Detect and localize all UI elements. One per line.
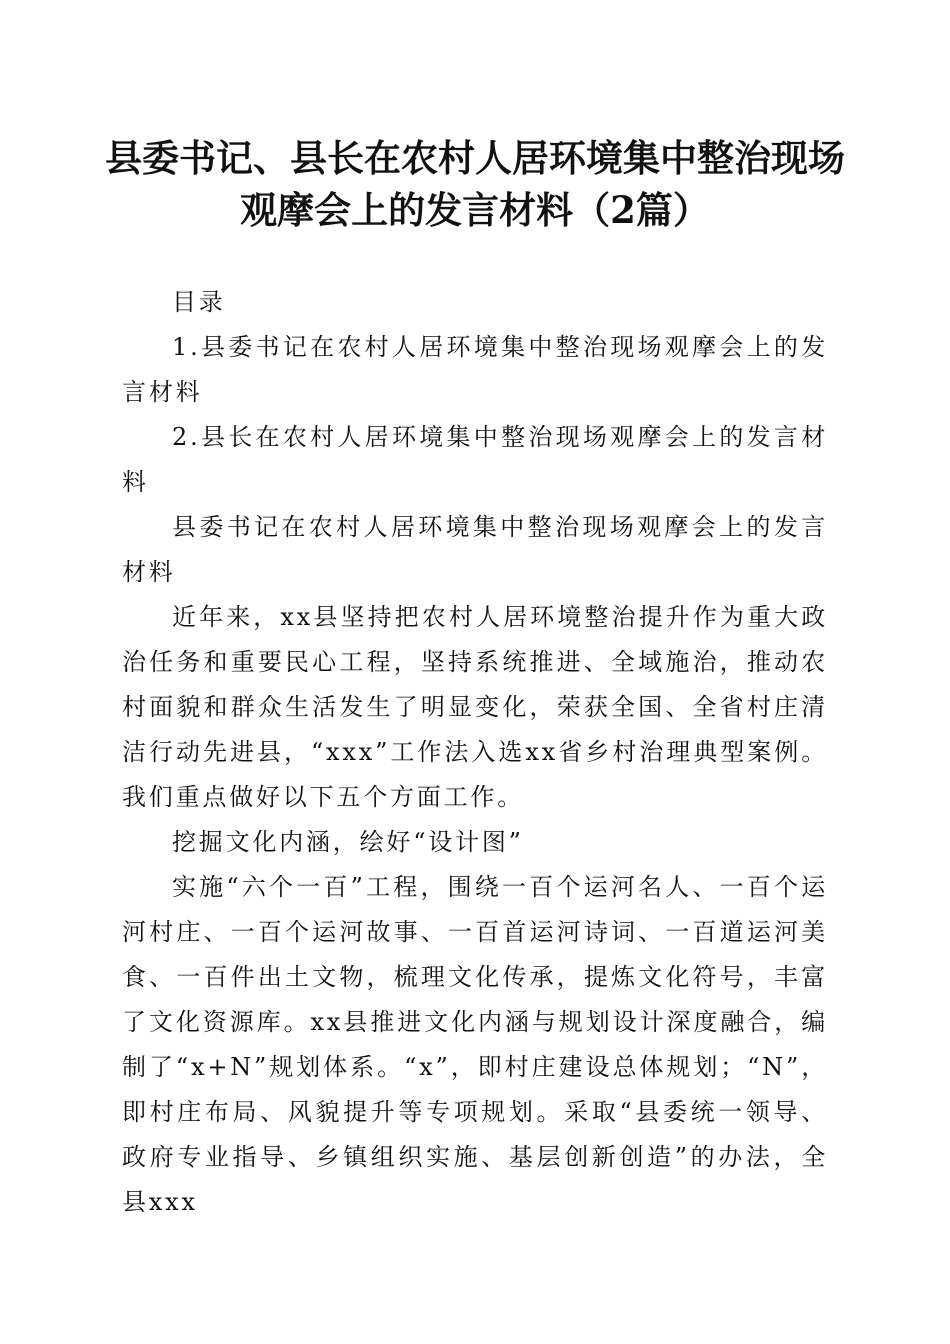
title-line-2: 观摩会上的发言材料（2篇） (240, 188, 710, 232)
subheading-culture: 挖掘文化内涵，绘好“设计图” (172, 828, 524, 856)
section-title: 县委书记在农村人居环境集中整治现场观摩会上的发言材料 (122, 513, 828, 586)
title-line-1: 县委书记、县长在农村人居环境集中整治现场 (105, 136, 845, 180)
document-title (80, 132, 870, 236)
document-body (122, 280, 828, 1225)
toc-item-2: 2.县长在农村人居环境集中整治现场观摩会上的发言材料 (122, 423, 828, 496)
paragraph-intro: 近年来，xx县坚持把农村人居环境整治提升作为重大政治任务和重要民心工程，坚持系统推进、全域施治，推动农村面貌和群众生活发生了明显变化，荣获全国、全省村庄清洁行动先进县，“xxx”工作法入选xx省乡村治理典型案例。我们重点做好以下五个方面工作。 (122, 603, 828, 811)
paragraph-culture: 实施“六个一百”工程，围绕一百个运河名人、一百个运河村庄、一百个运河故事、一百首运河诗词、一百道运河美食、一百件出土文物，梳理文化传承，提炼文化符号，丰富了文化资源库。xx县推进文化内涵与规划设计深度融合，编制了“x+N”规划体系。“x”，即村庄建设总体规划；“N”，即村庄布局、风貌提升等专项规划。采取“县委统一领导、政府专业指导、乡镇组织实施、基层创新创造”的办法，全县xxx (122, 873, 828, 1216)
toc-item-1: 1.县委书记在农村人居环境集中整治现场观摩会上的发言材料 (122, 333, 828, 406)
toc-heading: 目录 (172, 288, 226, 316)
